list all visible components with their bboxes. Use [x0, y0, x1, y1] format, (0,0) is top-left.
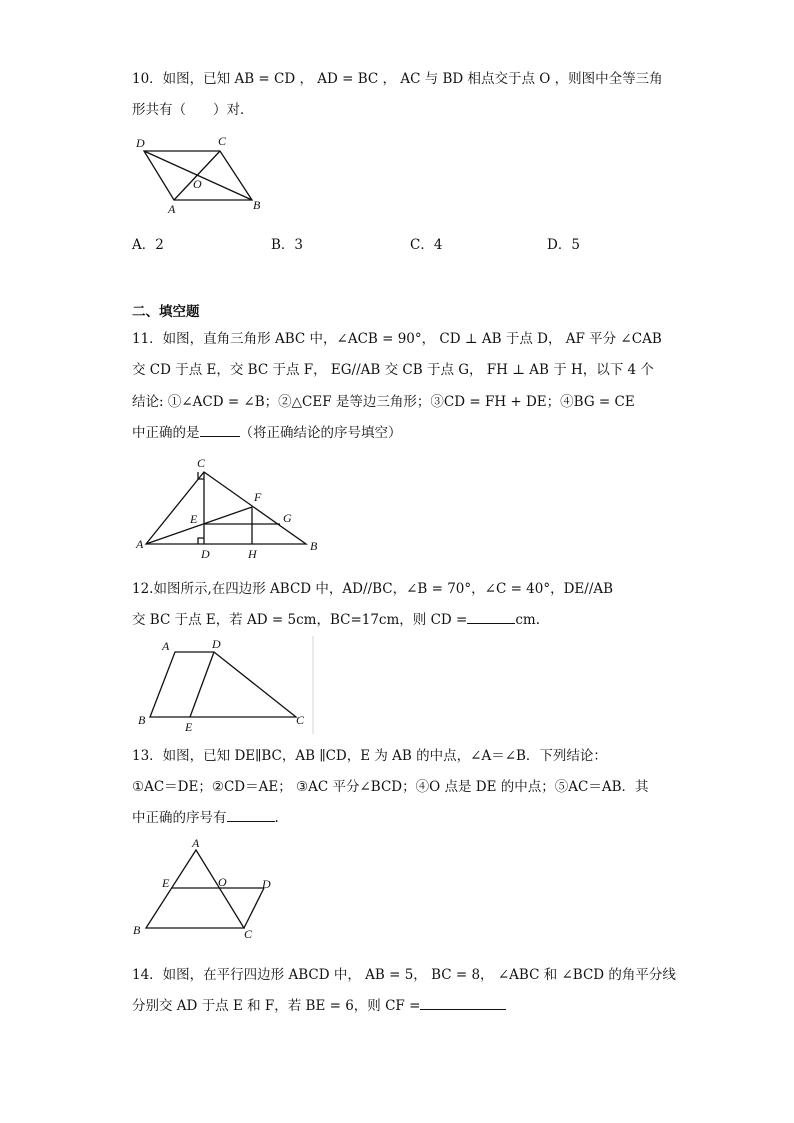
q10-option-d: D．5	[547, 237, 580, 253]
q12-label-a: A	[162, 639, 170, 653]
q13-line3-suffix: .	[274, 810, 279, 826]
section-title: 二、填空题	[132, 304, 200, 320]
q10-option-a: A．2	[132, 237, 164, 253]
q12-text-line2	[132, 608, 540, 628]
q12-trapezoid-abcd	[150, 652, 296, 717]
q11-answer-blank[interactable]	[200, 422, 240, 437]
q13-segment-dc	[244, 888, 264, 928]
q10-label-d: D	[136, 136, 145, 150]
q11-label-a: A	[136, 537, 144, 551]
q11-label-h: H	[248, 547, 257, 561]
q13-text-line3	[132, 806, 279, 826]
q11-label-e: E	[190, 512, 198, 526]
q11-right-angle-mark-d	[198, 538, 204, 544]
q13-text-line2: ①AC＝DE；②CD＝AE； ③AC 平分∠BCD；④O 点是 DE 的中点；⑤AC＝AB．其	[132, 779, 649, 795]
q10-label-c: C	[218, 134, 227, 148]
q13-label-e: E	[162, 876, 170, 890]
q12-line2-suffix: cm.	[515, 612, 540, 628]
q10-option-b: B．3	[271, 237, 304, 253]
q12-figure-trapezoid	[130, 636, 320, 736]
q13-label-d: D	[262, 877, 271, 891]
q13-label-c: C	[244, 927, 253, 941]
q11-label-c: C	[197, 456, 206, 470]
q11-label-b: B	[310, 539, 318, 553]
q14-text-line1: 14．如图，在平行四边形 ABCD 中， AB = 5， BC = 8， ∠ABC 和 ∠BCD 的角平分线	[132, 967, 676, 983]
q13-triangle-abc	[146, 850, 244, 928]
q10-text-line1: 10．如图，已知 AB = CD ， AD = BC ， AC 与 BD 相点交于点 O ，则图中全等三角	[132, 71, 663, 87]
q11-label-d: D	[201, 547, 210, 561]
q11-triangle-abc	[146, 472, 306, 544]
q12-answer-blank[interactable]	[467, 609, 515, 624]
q11-text-line1: 11．如图，直角三角形 ABC 中，∠ACB = 90°， CD ⊥ AB 于点 D， AF 平分 ∠CAB	[132, 331, 662, 347]
q11-label-f: F	[254, 490, 262, 504]
q14-answer-blank[interactable]	[420, 995, 506, 1010]
q13-answer-blank[interactable]	[227, 807, 275, 822]
q14-text-line2	[132, 994, 506, 1014]
q10-text-line2: 形共有（ ）对．	[132, 102, 254, 118]
q10-option-c: C．4	[410, 237, 443, 253]
q14-line2-prefix: 分别交 AD 于点 E 和 F，若 BE = 6，则 CF =	[132, 998, 421, 1014]
q13-label-b: B	[133, 923, 141, 937]
q13-label-o: O	[218, 875, 227, 889]
q12-text-line1: 12.如图所示,在四边形 ABCD 中，AD//BC，∠B = 70°，∠C = 40°，DE//AB	[132, 581, 614, 597]
q12-segment-de	[190, 652, 214, 717]
q10-label-b: B	[253, 198, 261, 212]
q13-label-a: A	[192, 836, 200, 850]
q11-figure-right-triangle	[130, 452, 330, 562]
q12-label-b: B	[138, 713, 146, 727]
q11-text-line2: 交 CD 于点 E，交 BC 于点 F， EG//AB 交 CB 于点 G， FH ⊥ AB 于 H，以下 4 个	[132, 362, 654, 378]
q10-label-a: A	[168, 202, 176, 216]
q10-figure-parallelogram	[130, 130, 270, 220]
q12-label-d: D	[212, 637, 221, 651]
q13-figure	[130, 836, 290, 946]
q11-line4-prefix: 中正确的是	[132, 425, 200, 441]
q10-label-o: O	[193, 177, 202, 191]
q12-line2-prefix: 交 BC 于点 E，若 AD = 5cm，BC=17cm，则 CD =	[132, 612, 468, 628]
q13-text-line1: 13．如图，已知 DE∥BC，AB ∥CD，E 为 AB 的中点，∠A＝∠B．下列结论：	[132, 748, 607, 764]
q11-line4-suffix: （将正确结论的序号填空）	[239, 425, 402, 441]
q11-text-line3: 结论: ①∠ACD = ∠B；②△CEF 是等边三角形；③CD = FH + DE；④BG = CE	[132, 394, 635, 410]
q12-label-e: E	[185, 720, 193, 734]
q11-text-line4	[132, 421, 402, 441]
q11-label-g: G	[283, 511, 292, 525]
q12-label-c: C	[296, 713, 305, 727]
q13-line3-prefix: 中正确的序号有	[132, 810, 227, 826]
q10-diagonal-ca	[174, 151, 220, 200]
